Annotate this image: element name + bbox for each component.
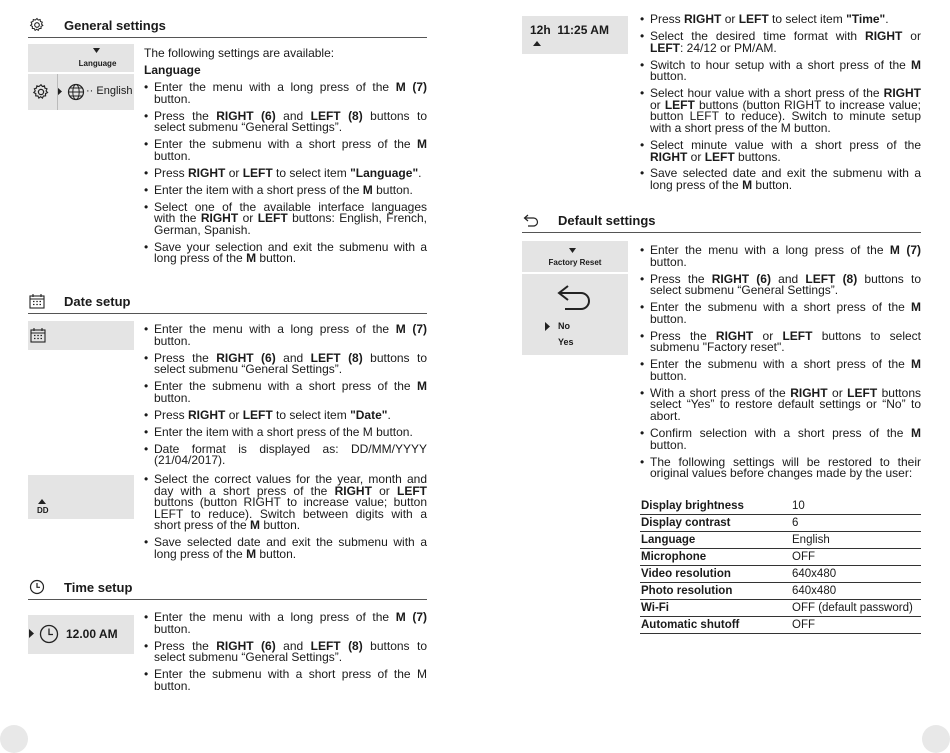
gear-icon (29, 17, 45, 33)
table-row (640, 515, 921, 532)
time-format: 12h (530, 23, 551, 37)
table-row (640, 617, 921, 634)
time-panel (28, 615, 134, 654)
bullet-item: • Save selected date and exit the submenu with a long press of the M button. (144, 537, 427, 560)
bullet-item: • Press the RIGHT (6) and LEFT (8) buttons to select submenu “General Settings”. (144, 111, 427, 134)
setting-name: Wi-Fi (640, 600, 791, 617)
general-settings-header (28, 15, 427, 38)
defaults-bullets (640, 245, 921, 485)
section-title: Date setup (64, 294, 131, 309)
section-title: Time setup (64, 580, 133, 595)
language-menu-panel (28, 44, 134, 72)
time-bullets (144, 612, 427, 698)
page-corner-left (0, 725, 28, 753)
setting-value: English (791, 532, 921, 549)
factory-reset-options-panel (522, 274, 628, 355)
setting-name: Automatic shutoff (640, 617, 791, 634)
intro-text: The following settings are available: (144, 46, 335, 60)
setting-value: 6 (791, 515, 921, 532)
clock-icon (29, 579, 45, 595)
bullet-item: • Select hour value with a short press of the RIGHT or LEFT buttons (button RIGHT to increase value; button LEFT to reduce). Switch to minute setup with a short press of the M button. (640, 88, 921, 134)
bullet-item: • Select the desired time format with RIGHT or LEFT: 24/12 or PM/AM. (640, 31, 921, 54)
time-value: 11:25 AM (557, 23, 609, 37)
table-row (640, 549, 921, 566)
date-value-panel (28, 475, 134, 519)
general-bullets (144, 82, 427, 270)
bullet-item: • Press RIGHT or LEFT to select item "Language". (144, 168, 427, 180)
arrow-up-icon (38, 499, 46, 504)
page-corner-right (922, 725, 950, 753)
setting-value: OFF (791, 549, 921, 566)
arrow-down-icon (93, 48, 100, 53)
setting-value: OFF (default password) (791, 600, 921, 617)
panel-label: Factory Reset (548, 258, 602, 267)
bullet-item: • Enter the submenu with a short press of the M button. (144, 139, 427, 162)
setting-value: OFF (791, 617, 921, 634)
setting-name: Video resolution (640, 566, 791, 583)
bullet-item: • Enter the submenu with a short press of the M button. (640, 359, 921, 382)
dd-label: DD (37, 506, 49, 515)
bullet-item: • With a short press of the RIGHT or LEFT buttons select “Yes” to restore default settings or “No” to abort. (640, 388, 921, 423)
date-bullets (144, 324, 427, 472)
bullet-item: • Date format is displayed as: DD/MM/YYYY (21/04/2017). (144, 444, 427, 467)
setting-value: 640x480 (791, 583, 921, 600)
bullet-item: • Press the RIGHT or LEFT buttons to select submenu "Factory reset". (640, 331, 921, 354)
calendar-icon (29, 293, 45, 309)
setting-name: Photo resolution (640, 583, 791, 600)
globe-icon (67, 83, 85, 101)
bullet-item: • Press the RIGHT (6) and LEFT (8) buttons to select submenu “General Settings”. (640, 274, 921, 297)
bullet-item: • The following settings will be restored to their original values before changes made by the user: (640, 457, 921, 480)
default-settings-header (522, 210, 921, 233)
bullet-item: • Enter the menu with a long press of the M (7) button. (640, 245, 921, 268)
time-setup-header (28, 577, 427, 600)
section-title: General settings (64, 18, 166, 33)
bullet-item: • Enter the submenu with a short press of the M button. (640, 302, 921, 325)
bullet-item: • Press RIGHT or LEFT to select item "Date". (144, 410, 427, 422)
table-row (640, 566, 921, 583)
section-title: Default settings (558, 213, 656, 228)
date-menu-panel (28, 321, 134, 350)
bullet-item: • Enter the submenu with a short press of the M button. (144, 669, 427, 692)
language-subhead: Language (144, 63, 201, 77)
bullet-item: • Save your selection and exit the submenu with a long press of the M button. (144, 242, 427, 265)
bullet-item: • Press RIGHT or LEFT to select item "Time". (640, 14, 921, 26)
panel-label: Language (78, 59, 117, 68)
arrow-right-icon (545, 322, 550, 331)
setting-name: Microphone (640, 549, 791, 566)
bullet-item: • Select one of the available interface languages with the RIGHT or LEFT buttons: English, French, German, Spanish. (144, 202, 427, 237)
undo-icon (523, 212, 539, 228)
date-setup-header (28, 291, 427, 314)
bullet-item: • Select the correct values for the year, month and day with a short press of the RIGHT or LEFT buttons (button RIGHT to increase value; button LEFT to reduce). Switch between digits with a short press of the M button. (144, 474, 427, 532)
bullet-item: • Enter the menu with a long press of the M (7) button. (144, 324, 427, 347)
time-cont-bullets (640, 14, 921, 197)
table-row (640, 583, 921, 600)
table-row (640, 498, 921, 515)
bullet-item: • Save selected date and exit the submenu with a long press of the M button. (640, 168, 921, 191)
bullet-item: • Enter the menu with a long press of the M (7) button. (144, 82, 427, 105)
option-no: No (558, 321, 570, 331)
arrow-down-icon (569, 248, 576, 253)
table-row (640, 532, 921, 549)
setting-value: 10 (791, 498, 921, 515)
bullet-item: • Enter the item with a short press of the M button. (144, 185, 427, 197)
bullet-item: • Switch to hour setup with a short press of the M button. (640, 60, 921, 83)
setting-name: Display brightness (640, 498, 791, 515)
defaults-table (640, 498, 921, 634)
bullet-item: • Select minute value with a short press of the RIGHT or LEFT buttons. (640, 140, 921, 163)
table-row (640, 600, 921, 617)
language-value: English (96, 85, 133, 97)
arrow-right-icon (29, 629, 34, 638)
time-value: 12.00 AM (66, 627, 118, 641)
bullet-item: • Press the RIGHT (6) and LEFT (8) buttons to select submenu “General Settings”. (144, 641, 427, 664)
time-format-panel (522, 16, 628, 54)
bullet-item: • Confirm selection with a short press of the M button. (640, 428, 921, 451)
calendar-icon (30, 327, 46, 343)
arrow-up-icon (533, 41, 541, 46)
factory-reset-menu-panel (522, 241, 628, 272)
bullet-item: • Press the RIGHT (6) and LEFT (8) buttons to select submenu “General Settings”. (144, 353, 427, 376)
setting-name: Language (640, 532, 791, 549)
bullet-item: • Enter the submenu with a short press of the M button. (144, 381, 427, 404)
gear-icon (32, 83, 50, 101)
bullet-item: • Enter the menu with a long press of the M (7) button. (144, 612, 427, 635)
option-yes: Yes (558, 337, 574, 347)
clock-icon (39, 624, 59, 644)
setting-value: 640x480 (791, 566, 921, 583)
undo-icon (555, 282, 595, 314)
bullet-item: • Enter the item with a short press of the M button. (144, 427, 427, 439)
setting-name: Display contrast (640, 515, 791, 532)
language-value-panel: ·· English (28, 74, 134, 110)
date-bullets-2 (144, 474, 427, 566)
